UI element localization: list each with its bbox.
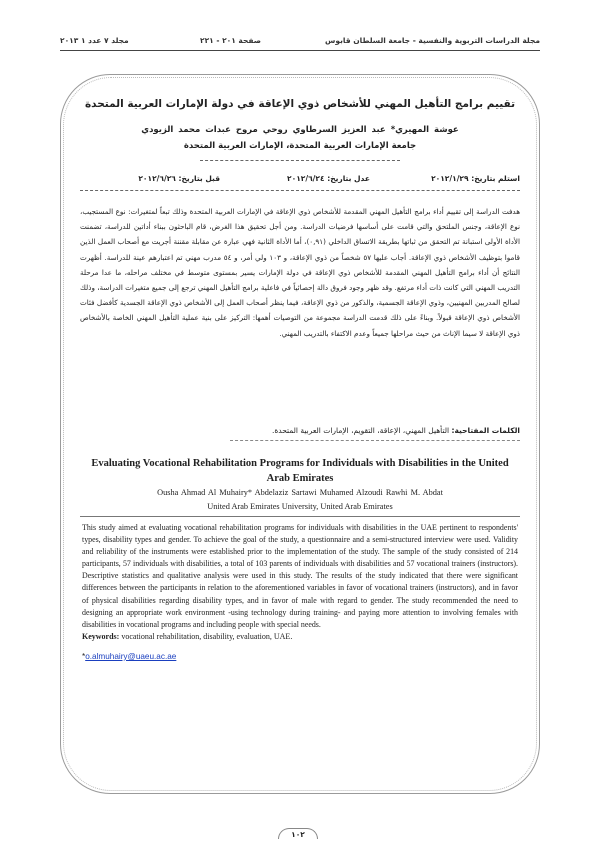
running-header (60, 36, 540, 50)
volume-issue: مجلد ٧ عدد ١ ٢٠١٣ (60, 36, 129, 45)
arabic-keywords-text: التأهيل المهني، الإعاقة، التقويم، الإمارات العربية المتحدة. (271, 426, 450, 435)
arabic-keywords (80, 426, 520, 435)
dotted-divider-long (80, 190, 520, 191)
english-keywords (82, 632, 518, 641)
english-authors: Ousha Ahmad Al Muhairy* Abdelaziz Sartawi Muhamed Alzoudi Rawhi M. Abdat (157, 488, 443, 497)
keywords-divider (230, 440, 520, 441)
received-date: استلم بتاريخ: ٢٠١٢/١/٢٩ (431, 174, 520, 183)
english-title: Evaluating Vocational Rehabilitation Programs for Individuals with Disabilities in the United Arab Emirates (91, 458, 509, 484)
page-number: ١٠٢ (278, 828, 318, 839)
journal-name: مجلة الدراسات التربوية والنفسية - جامعة السلطان قابوس (325, 36, 540, 45)
english-divider (80, 516, 520, 517)
arabic-title: تقييم برامج التأهيل المهني للأشخاص ذوي الإعاقة في دولة الإمارات العربية المتحدة (84, 98, 516, 110)
english-keywords-text: vocational rehabilitation, disability, evaluation, UAE. (119, 632, 293, 641)
email-asterisk: * (82, 652, 86, 661)
arabic-abstract: هدفت الدراسة إلى تقييم أداء برامج التأهيل المهني المقدمة للأشخاص ذوي الإعاقة في الإمارات العربية المتحدة وذلك تبعاً لمتغيرات: نوع المستجيب، نوع الإعاقة، وجنس الملتحق والتي قامت على أساسها فرضيات الدراسة. ومن أجل تحقيق هذا الغرض، قام الباحثون ببناء أداتين للدراسة، تضمنت الأداة الأولى استبانة تم التحقق من ثباتها بطريقة الاتساق الداخلي (٠,٩١)، أما الأداة الثانية فهي عبارة عن مقابلة مقننة أجريت مع أصحاب العمل الذين قاموا بتوظيف الأشخاص ذوي الإعاقة. أجاب عليها ٥٧ شخصاً من ذوي الإعاقة، و ١٠٣ ولي أمر، و ٥٤ مدرب مهني تم اعتبارهم عينة للدراسة. أظهرت النتائج أن أداء برامج التأهيل المهني المقدمة للأشخاص ذوي الإعاقة في دولة الإمارات يسير بمستوى متوسط في مختلف مراحله، ما عدا مرحلة التدريب المهني التي كانت ذات أداء مرتفع. وقد ظهر وجود فروق دالة إحصائياً في فاعلية برامج التأهيل المهني ترجع إلى جميع متغيرات الدراسة، وذلك لصالح المدربين المهنيين، وذوي الإعاقة الجسمية، والذكور من ذوي الإعاقة، فيما ينظر أصحاب العمل إلى الأشخاص ذوي الإعاقة الجسدية كأفضل فئات الأشخاص ذوي الإعاقة قبولاً. وبناءً على ذلك قدمت الدراسة مجموعة من التوصيات أهمها: التركيز على بنية عملية التأهيل المهني الخاصة بالأشخاص ذوي الإعاقة لا سيما الإناث من حيث مراحلها جميعاً وعدم الاكتفاء بالتدريب المهني. (80, 207, 520, 338)
arabic-authors: عوشة المهيري* عبد العزيز السرطاوي روحي مروح عبدات محمد الزيودي (141, 125, 459, 135)
header-rule (60, 50, 540, 51)
accepted-date: قبل بتاريخ: ٢٠١٢/٦/٢٦ (138, 174, 220, 183)
corresponding-email (82, 652, 176, 661)
email-link[interactable]: o.almuhairy@uaeu.ac.ae (85, 652, 177, 661)
english-affiliation: United Arab Emirates University, United Arab Emirates (207, 502, 393, 511)
arabic-affiliation: جامعة الإمارات العربية المتحدة، الإمارات العربية المتحدة (183, 141, 417, 151)
page-range: صفحة ٢٠١ - ٢٢١ (200, 36, 262, 45)
submission-dates (80, 174, 520, 186)
modified-date: عدل بتاريخ: ٢٠١٢/٦/٢٤ (287, 174, 370, 183)
arabic-keywords-label: الكلمات المفتاحية: (451, 426, 520, 435)
dotted-divider (200, 160, 400, 161)
english-keywords-label: Keywords: (82, 632, 120, 641)
english-abstract: This study aimed at evaluating vocational rehabilitation programs for individuals with disabilities in the UAE pertinent to respondents' types, disability types and gender. To achieve the goal of the study, a questionnaire and a semi-structured interview were used. Validity and reliability of the instruments were established prior to the implementation of the study. The sample of the study consisted of 214 participants, 57 individuals with disabilities, a total of 103 parents of individuals with disabilities and 57 vocational trainers (instructors). Descriptive statistics and qualitative analysis were used in this study. The results of the study indicated that there were significant differences between the participants in relation to the aforementioned variables in favor of vocational trainers (instructors), and in favor of physical disabilities regarding disability types, and in favor of male with regard to gender. The study recommended the need to designing an appropriate work environment -using technology during training- and paying more attention to involving females with disabilities in vocational programs and including people with special needs. (82, 523, 518, 629)
